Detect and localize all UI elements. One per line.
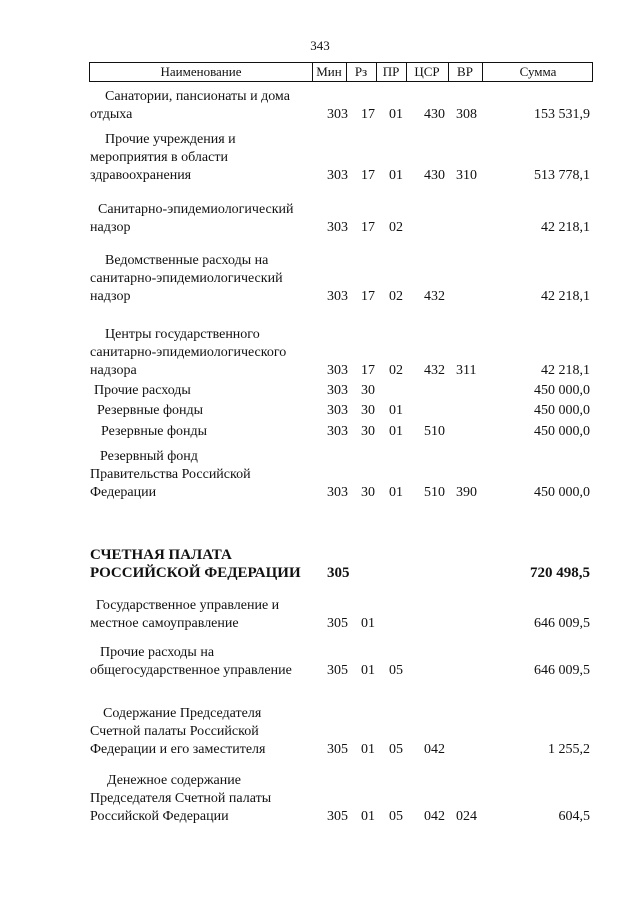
- row-name-line: местное самоуправление: [90, 616, 239, 631]
- row-name-line: здравоохранения: [90, 168, 192, 183]
- cell-pr: 01: [389, 168, 403, 183]
- cell-pr: 01: [389, 424, 403, 439]
- cell-pr: 01: [389, 485, 403, 500]
- table-row: [0, 326, 640, 380]
- header-name: Наименование: [160, 64, 242, 79]
- row-name: [90, 252, 325, 306]
- cell-rz: 17: [361, 289, 375, 304]
- header-pr: ПР: [382, 64, 400, 79]
- row-name: [90, 131, 325, 185]
- row-name-line: Федерации и его заместителя: [90, 742, 266, 757]
- cell-csr: 430: [424, 168, 445, 183]
- header-sum: Сумма: [519, 64, 557, 79]
- row-name-line: Санатории, пансионаты и дома: [105, 89, 290, 104]
- cell-min: 303: [327, 168, 348, 183]
- table-row: [0, 252, 640, 306]
- cell-vr: 308: [456, 107, 477, 122]
- cell-min: 303: [327, 403, 348, 418]
- table-row: [0, 597, 640, 633]
- row-name-line: РОССИЙСКОЙ ФЕДЕРАЦИИ: [90, 565, 301, 581]
- cell-vr: 024: [456, 809, 477, 824]
- cell-sum: 42 218,1: [541, 289, 590, 304]
- row-name-line: санитарно-эпидемиологического: [90, 345, 287, 360]
- row-name-line: Правительства Российской: [90, 467, 251, 482]
- cell-pr: 05: [389, 663, 403, 678]
- row-name-line: надзора: [90, 363, 137, 378]
- row-name-line: мероприятия в области: [90, 150, 228, 165]
- cell-min: 305: [327, 616, 348, 631]
- cell-pr: 01: [389, 403, 403, 418]
- table-row: [0, 705, 640, 759]
- row-name-line: надзор: [90, 220, 131, 235]
- cell-sum: 450 000,0: [534, 424, 590, 439]
- table-row: [0, 88, 640, 124]
- cell-sum: 1 255,2: [548, 742, 590, 757]
- table-row: [0, 546, 640, 582]
- cell-rz: 01: [361, 742, 375, 757]
- cell-pr: 05: [389, 809, 403, 824]
- page-number: 343: [310, 38, 330, 53]
- cell-rz: 17: [361, 107, 375, 122]
- table-row: [0, 201, 640, 237]
- row-name-line: Резервные фонды: [101, 424, 208, 439]
- table-row: [0, 402, 640, 420]
- header-min: Мин: [316, 64, 342, 79]
- cell-min: 305: [327, 742, 348, 757]
- cell-sum: 450 000,0: [534, 403, 590, 418]
- row-name-line: надзор: [90, 289, 131, 304]
- row-name-line: Прочие расходы на: [100, 645, 215, 660]
- row-name-line: Центры государственного: [105, 327, 260, 342]
- cell-rz: 30: [361, 424, 375, 439]
- cell-csr: 432: [424, 289, 445, 304]
- cell-csr: 432: [424, 363, 445, 378]
- row-name-line: Денежное содержание: [107, 773, 241, 788]
- row-name-line: Государственное управление и: [96, 598, 280, 613]
- cell-min: 303: [327, 363, 348, 378]
- cell-csr: 510: [424, 424, 445, 439]
- row-name: [90, 423, 325, 441]
- row-name-line: Резервный фонд: [100, 449, 198, 464]
- cell-sum: 42 218,1: [541, 363, 590, 378]
- row-name-line: санитарно-эпидемиологический: [90, 271, 283, 286]
- cell-rz: 01: [361, 616, 375, 631]
- cell-rz: 17: [361, 168, 375, 183]
- row-name: [90, 705, 325, 759]
- cell-pr: 05: [389, 742, 403, 757]
- cell-rz: 30: [361, 485, 375, 500]
- cell-sum: 720 498,5: [530, 565, 590, 581]
- cell-sum: 450 000,0: [534, 485, 590, 500]
- row-name-line: Резервные фонды: [97, 403, 204, 418]
- table-row: [0, 448, 640, 502]
- row-name-line: Ведомственные расходы на: [105, 253, 269, 268]
- cell-rz: 01: [361, 663, 375, 678]
- cell-rz: 01: [361, 809, 375, 824]
- row-name: [90, 326, 325, 380]
- header-rz: Рз: [354, 64, 368, 79]
- row-name-line: Содержание Председателя: [103, 706, 262, 721]
- cell-sum: 450 000,0: [534, 383, 590, 398]
- cell-vr: 310: [456, 168, 477, 183]
- row-name: [90, 448, 325, 502]
- table-row: [0, 644, 640, 680]
- cell-min: 303: [327, 424, 348, 439]
- cell-csr: 042: [424, 809, 445, 824]
- row-name-line: общегосударственное управление: [90, 663, 292, 678]
- cell-sum: 153 531,9: [534, 107, 590, 122]
- cell-sum: 646 009,5: [534, 616, 590, 631]
- cell-vr: 311: [456, 363, 477, 378]
- row-name: [90, 644, 325, 680]
- row-name: [90, 772, 325, 826]
- cell-rz: 17: [361, 220, 375, 235]
- cell-sum: 604,5: [558, 809, 590, 824]
- cell-csr: 042: [424, 742, 445, 757]
- row-name: [90, 546, 325, 582]
- row-name: [90, 88, 325, 124]
- cell-sum: 42 218,1: [541, 220, 590, 235]
- cell-min: 305: [327, 809, 348, 824]
- row-name: [90, 597, 325, 633]
- cell-csr: 510: [424, 485, 445, 500]
- row-name-line: Российской Федерации: [90, 809, 229, 824]
- row-name-line: СЧЕТНАЯ ПАЛАТА: [90, 547, 232, 563]
- cell-rz: 30: [361, 383, 375, 398]
- row-name-line: Федерации: [90, 485, 157, 500]
- row-name-line: Санитарно-эпидемиологический: [98, 202, 294, 217]
- cell-min: 303: [327, 485, 348, 500]
- cell-rz: 30: [361, 403, 375, 418]
- cell-csr: 430: [424, 107, 445, 122]
- cell-vr: 390: [456, 485, 477, 500]
- table-row: [0, 423, 640, 441]
- cell-min: 303: [327, 383, 348, 398]
- cell-min: 303: [327, 220, 348, 235]
- row-name: [90, 382, 325, 400]
- cell-min: 303: [327, 107, 348, 122]
- cell-pr: 01: [389, 107, 403, 122]
- row-name-line: отдыха: [90, 107, 133, 122]
- row-name-line: Прочие учреждения и: [105, 132, 236, 147]
- cell-sum: 513 778,1: [534, 168, 590, 183]
- header-csr: ЦСР: [414, 64, 440, 79]
- table-row: [0, 772, 640, 826]
- row-name-line: Прочие расходы: [94, 383, 191, 398]
- cell-min: 305: [327, 663, 348, 678]
- row-name-line: Председателя Счетной палаты: [90, 791, 272, 806]
- row-name-line: Счетной палаты Российской: [90, 724, 259, 739]
- cell-sum: 646 009,5: [534, 663, 590, 678]
- cell-pr: 02: [389, 363, 403, 378]
- row-name: [90, 201, 325, 237]
- header-vr: ВР: [457, 64, 473, 79]
- cell-rz: 17: [361, 363, 375, 378]
- cell-min: 303: [327, 289, 348, 304]
- cell-pr: 02: [389, 289, 403, 304]
- table-row: [0, 382, 640, 400]
- cell-min: 305: [327, 565, 350, 581]
- table-header: [89, 62, 593, 82]
- cell-pr: 02: [389, 220, 403, 235]
- row-name: [90, 402, 325, 420]
- table-row: [0, 131, 640, 185]
